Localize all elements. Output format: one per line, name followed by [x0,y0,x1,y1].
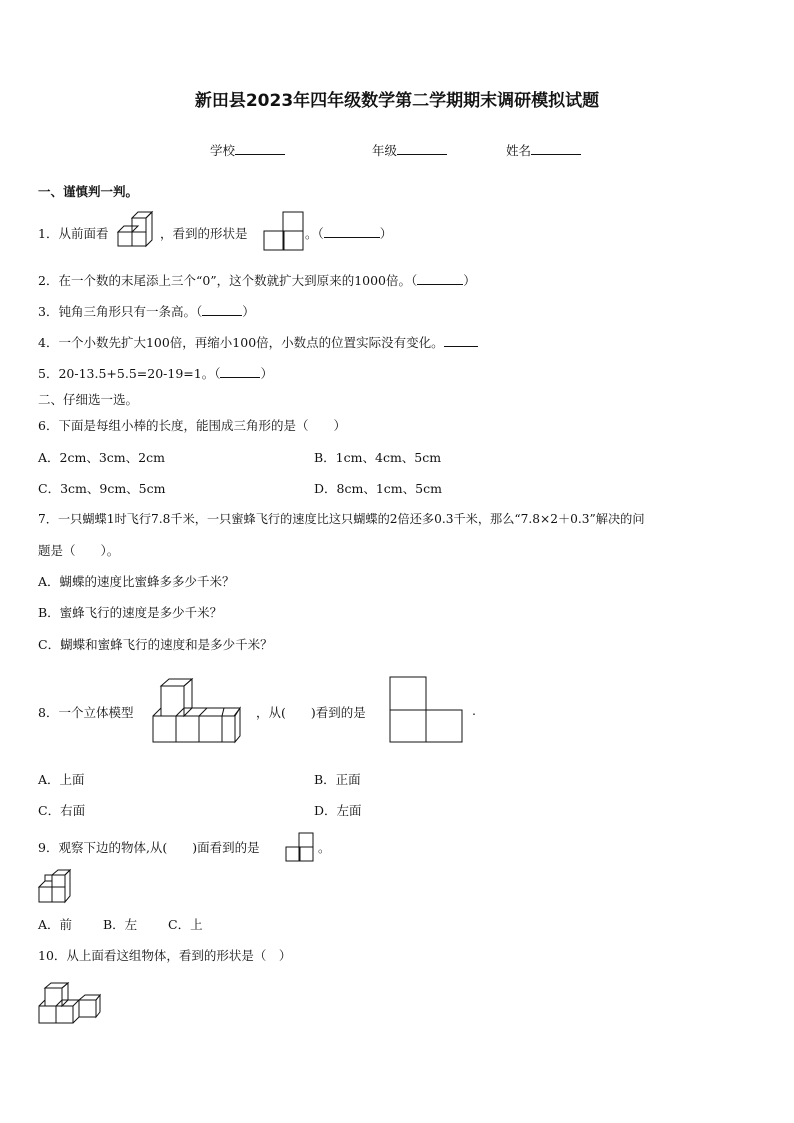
q9-stem: 9．观察下边的物体,从( )面看到的是 [38,840,260,855]
q6-stem: 6．下面是每组小棒的长度，能围成三角形的是（ ） [38,418,346,433]
q8-pre: 8．一个立体模型 [38,705,134,720]
q1-mid: ，看到的形状是 [160,226,248,241]
q5[interactable] [38,364,273,382]
q8-option-b[interactable]: B．正面 [314,772,361,787]
q1-answer-slot[interactable] [305,224,392,242]
q8-option-d[interactable]: D．左面 [314,803,362,818]
name-label: 姓名 [506,143,532,158]
q5-blank[interactable] [220,365,260,378]
q10-stem: 10．从上面看这组物体，看到的形状是（ ） [38,948,292,963]
q9-post: 。 [318,840,331,855]
q2-text: 2．在一个数的末尾添上三个“0”，这个数就扩大到原来的1000倍。（ [38,273,418,288]
q1-pre: 1．从前面看 [38,226,109,241]
name-blank[interactable] [531,142,581,155]
grade-blank[interactable] [397,142,447,155]
q8-option-a[interactable]: A．上面 [38,772,85,787]
q1-close: ） [379,226,393,241]
section-2-heading: 二、仔细选一选。 [38,392,139,407]
q6-option-c[interactable]: C．3cm、9cm、5cm [38,481,166,496]
q7-line2: 题是（ ）。 [38,543,120,558]
q8-view-figure [389,676,465,744]
q8-option-c[interactable]: C．右面 [38,803,86,818]
q5-close: ） [260,366,273,381]
q5-text: 5．20-13.5+5.5=20-19=1。（ [38,366,221,381]
q2-blank[interactable] [417,272,463,285]
q8-model-figure [152,678,244,746]
school-field[interactable] [210,141,285,159]
q9-option-c[interactable]: C．上 [168,917,203,932]
grade-field[interactable] [372,141,447,159]
q3[interactable] [38,302,255,320]
q1-post: 。（ [305,226,324,241]
q3-text: 3．钝角三角形只有一条高。（ [38,304,203,319]
q1-cube-figure [116,212,156,248]
q8-mid: ，从( )看到的是 [256,705,366,720]
q1-blank[interactable] [324,225,380,238]
q9-object-figure [38,869,72,905]
q9-view-figure [285,832,317,862]
q1-answer-figure [263,211,305,251]
q6-option-b[interactable]: B．1cm、4cm、5cm [314,450,442,465]
q7-option-c[interactable]: C．蝴蝶和蜜蜂飞行的速度和是多少千米？ [38,637,273,652]
section-1-heading: 一、谨慎判一判。 [38,184,139,199]
q9-option-a[interactable]: A．前 [38,917,73,932]
q10-object-figure [38,982,102,1026]
q9-option-b[interactable]: B．左 [103,917,138,932]
q7-line1: 7．一只蝴蝶1时飞行7.8千米，一只蜜蜂飞行的速度比这只蝴蝶的2倍还多0.3千米，那么“7.8×2＋0.3”解决的问 [38,512,645,526]
q4-text: 4．一个小数先扩大100倍，再缩小100倍，小数点的位置实际没有变化。 [38,335,444,350]
q6-option-d[interactable]: D．8cm、1cm、5cm [314,481,442,496]
q3-blank[interactable] [202,303,242,316]
q8-post: . [472,703,476,718]
q4-blank[interactable] [444,334,478,347]
page-title: 新田县2023年四年级数学第二学期期末调研模拟试题 [194,91,600,111]
q6-option-a[interactable]: A．2cm、3cm、2cm [38,450,165,465]
q7-option-b[interactable]: B．蜜蜂飞行的速度是多少千米？ [38,605,223,620]
name-field[interactable] [506,141,581,159]
grade-label: 年级 [372,143,398,158]
q4[interactable] [38,333,478,351]
q7-option-a[interactable]: A．蝴蝶的速度比蜜蜂多多少千米？ [38,574,235,589]
school-blank[interactable] [235,142,285,155]
q3-close: ） [242,304,255,319]
q2-close: ） [463,273,476,288]
q2[interactable] [38,271,476,289]
school-label: 学校 [210,143,236,158]
